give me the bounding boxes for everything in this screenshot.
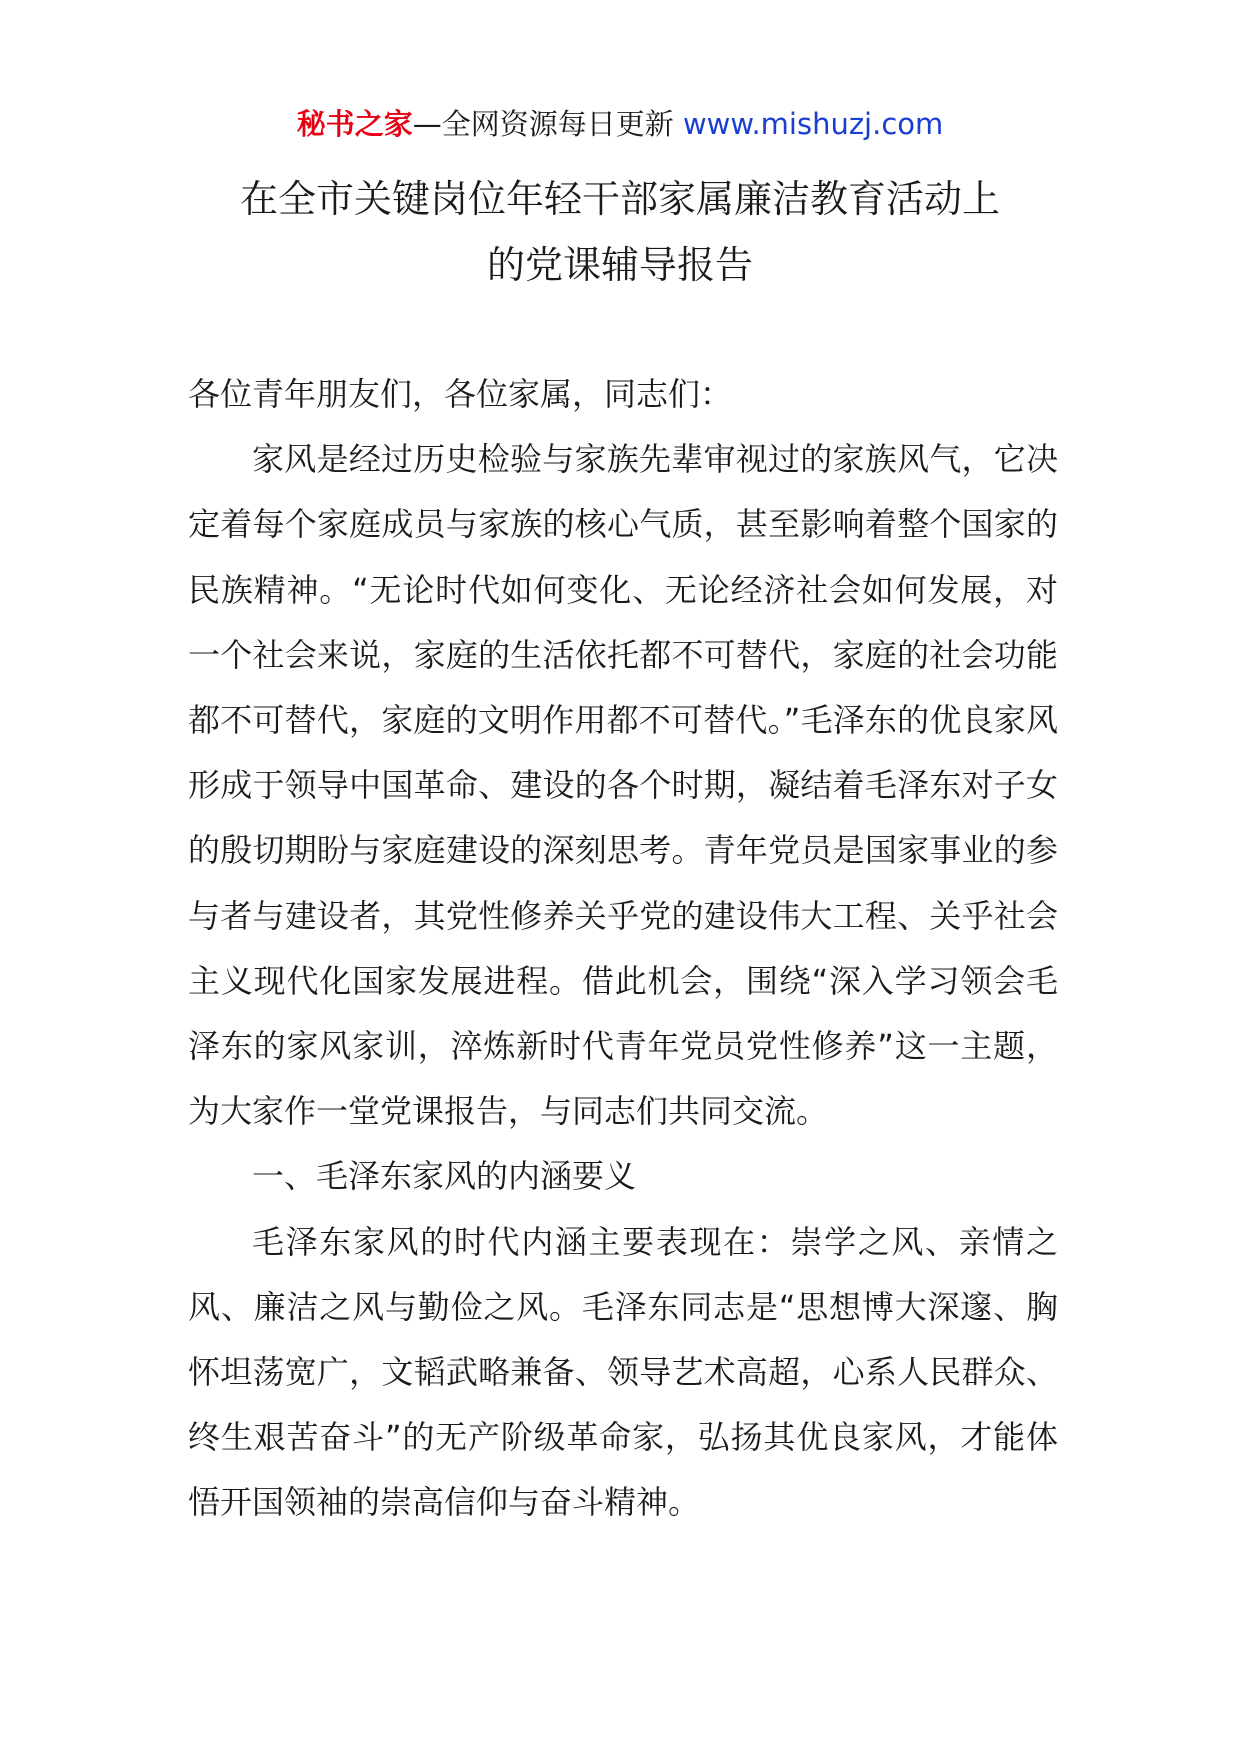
site-header xyxy=(0,104,1240,144)
body-paragraph: 毛泽东家风的时代内涵主要表现在：崇学之风、亲情之风、廉洁之风与勤俭之风。毛泽东同志是“思想博大深邃、胸怀坦荡宽广，文韬武略兼备、领导艺术高超，心系人民群众、终生艰苦奋斗”的无产阶级革命家，弘扬其优良家风，才能体悟开国领袖的崇高信仰与奋斗精神。 xyxy=(188,1222,1058,1522)
section-heading: 一、毛泽东家风的内涵要义 xyxy=(252,1157,637,1196)
site-url-link[interactable]: www.mishuzj.com xyxy=(682,107,944,141)
site-tagline: —全网资源每日更新 xyxy=(412,107,683,141)
document-title-line1: 在全市关键岗位年轻干部家属廉洁教育活动上 xyxy=(239,177,1000,221)
salutation: 各位青年朋友们，各位家属，同志们： xyxy=(188,375,733,413)
document-title-line2: 的党课辅导报告 xyxy=(486,243,753,287)
document-title xyxy=(190,166,1050,298)
document-body xyxy=(188,362,1058,1536)
body-paragraph: 家风是经过历史检验与家族先辈审视过的家族风气，它决定着每个家庭成员与家族的核心气质，甚至影响着整个国家的民族精神。“无论时代如何变化、无论经济社会如何发展，对一个社会来说，家庭的生活依托都不可替代，家庭的社会功能都不可替代，家庭的文明作用都不可替代。”毛泽东的优良家风形成于领导中国革命、建设的各个时期，凝结着毛泽东对子女的殷切期盼与家庭建设的深刻思考。青年党员是国家事业的参与者与建设者，其党性修养关乎党的建设伟大工程、关乎社会主义现代化国家发展进程。借此机会，围绕“深入学习领会毛泽东的家风家训，淬炼新时代青年党员党性修养”这一主题，为大家作一堂党课报告，与同志们共同交流。 xyxy=(188,440,1058,1131)
site-brand: 秘书之家 xyxy=(296,107,413,141)
